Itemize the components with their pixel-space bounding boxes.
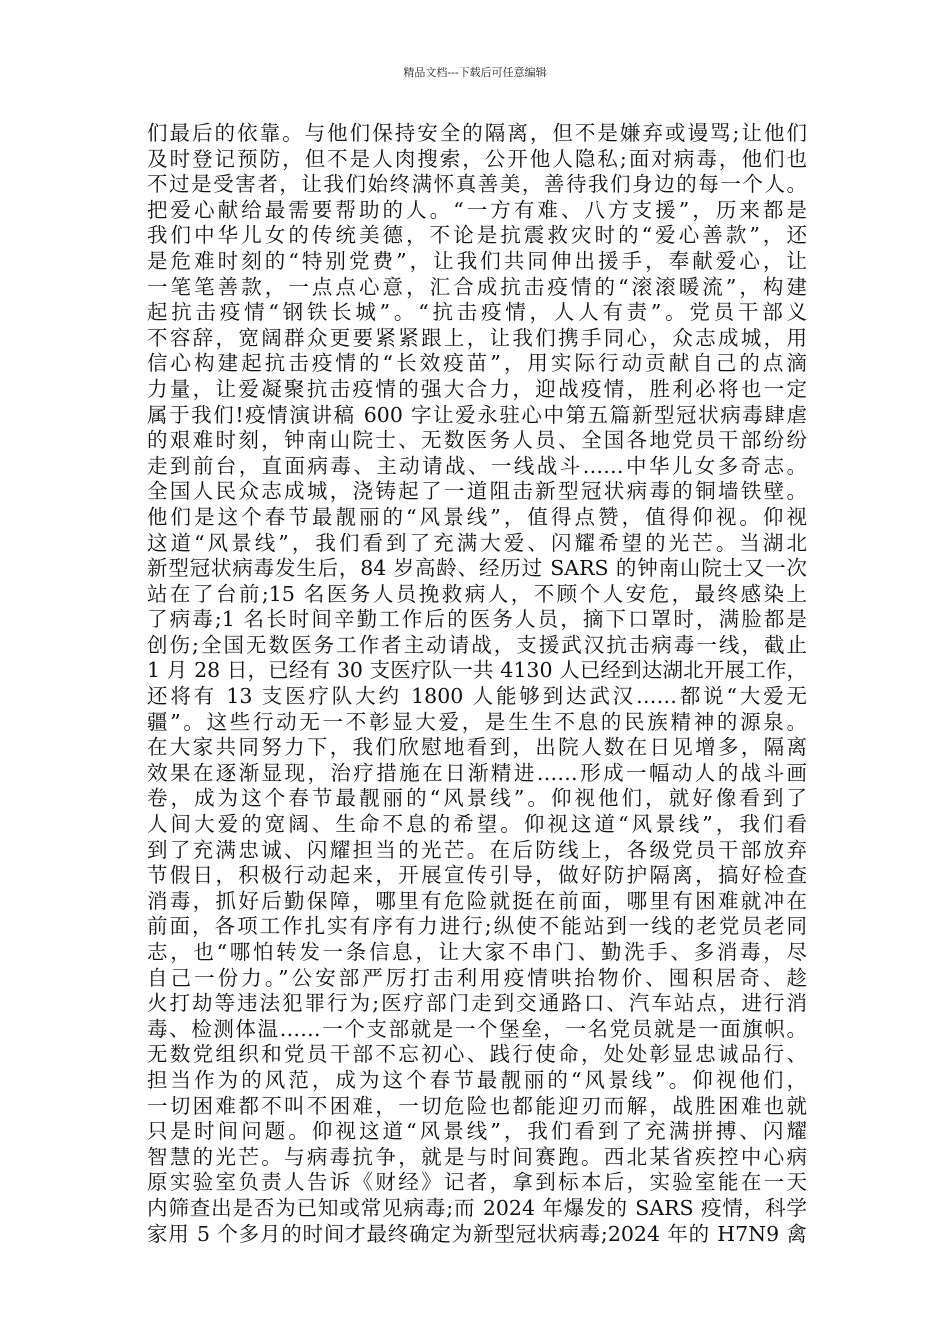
text-line: 们最后的依靠。与他们保持安全的隔离，但不是嫌弃或谩骂;让他们 xyxy=(147,121,807,145)
page-header: 精品文档---下载后可任意编辑 xyxy=(403,66,547,79)
text-line: 效果在逐渐显现，治疗措施在日渐精进……形成一幅动人的战斗画 xyxy=(147,760,807,785)
text-line: 担当作为的风范，成为这个春节最靓丽的“风景线”。仰视他们， xyxy=(147,1067,807,1092)
text-line: 智慧的光芒。与病毒抗争，就是与时间赛跑。西北某省疾控中心病 xyxy=(147,1144,807,1169)
text-line: 节假日，积极行动起来，开展宣传引导，做好防护隔离，搞好检查 xyxy=(147,863,807,888)
text-line: 卷，成为这个春节最靓丽的“风景线”。仰视他们，就好像看到了 xyxy=(147,786,807,811)
text-line: 一笔笔善款，一点点心意，汇合成抗击疫情的“滚滚暖流”，构建 xyxy=(147,274,807,299)
text-line: 无数党组织和党员干部不忘初心、践行使命，处处彰显忠诚品行、 xyxy=(147,1042,807,1067)
text-line: 他们是这个春节最靓丽的“风景线”，值得点赞，值得仰视。仰视 xyxy=(147,504,807,529)
text-line: 的艰难时刻，钟南山院士、无数医务人员、全国各地党员干部纷纷 xyxy=(147,428,807,453)
text-line: 到了充满忠诚、闪耀担当的光芒。在后防线上，各级党员干部放弃 xyxy=(147,837,807,862)
text-line: 走到前台，直面病毒、主动请战、一线战斗……中华儿女多奇志。 xyxy=(147,453,807,478)
text-line: 自己一份力。”公安部严厉打击利用疫情哄抬物价、囤积居奇、趁 xyxy=(147,965,807,990)
text-line: 消毒，抓好后勤保障，哪里有危险就挺在前面，哪里有困难就冲在 xyxy=(147,888,807,913)
text-line: 火打劫等违法犯罪行为;医疗部门走到交通路口、汽车站点，进行消 xyxy=(147,991,807,1016)
text-line: 属于我们!疫情演讲稿 600 字让爱永驻心中第五篇新型冠状病毒肆虐 xyxy=(147,402,807,427)
text-line: 站在了台前;15 名医务人员挽救病人，不顾个人安危，最终感染上 xyxy=(147,581,807,606)
text-line: 一切困难都不叫不困难，一切危险也都能迎刃而解，战胜困难也就 xyxy=(147,1093,807,1118)
text-line: 不过是受害者，让我们始终满怀真善美，善待我们身边的每一个人。 xyxy=(147,172,807,197)
text-line: 了病毒;1 名长时间辛勤工作后的医务人员，摘下口罩时，满脸都是 xyxy=(147,607,807,632)
text-line: 起抗击疫情“钢铁长城”。“抗击疫情，人人有责”。党员干部义 xyxy=(147,300,807,325)
text-line: 不容辞，宽阔群众更要紧紧跟上，让我们携手同心，众志成城，用 xyxy=(147,325,807,350)
text-line: 这道“风景线”，我们看到了充满大爱、闪耀希望的光芒。当湖北 xyxy=(147,530,807,555)
text-line: 把爱心献给最需要帮助的人。“一方有难、八方支援”，历来都是 xyxy=(147,197,807,222)
text-line: 毒、检测体温……一个支部就是一个堡垒，一名党员就是一面旗帜。 xyxy=(147,1016,807,1041)
text-line: 我们中华儿女的传统美德，不论是抗震救灾时的“爱心善款”，还 xyxy=(147,223,807,248)
text-line: 信心构建起抗击疫情的“长效疫苗”，用实际行动贡献自己的点滴 xyxy=(147,351,807,376)
text-line: 新型冠状病毒发生后，84 岁高龄、经历过 SARS 的钟南山院士又一次 xyxy=(147,556,807,581)
text-line: 在大家共同努力下，我们欣慰地看到，出院人数在日见增多，隔离 xyxy=(147,735,807,760)
text-line: 原实验室负责人告诉《财经》记者，拿到标本后，实验室能在一天 xyxy=(147,1170,807,1195)
document-body xyxy=(147,121,807,1247)
text-line: 内筛查出是否为已知或常见病毒;而 2024 年爆发的 SARS 疫情，科学 xyxy=(147,1195,807,1220)
text-line: 人间大爱的宽阔、生命不息的希望。仰视这道“风景线”，我们看 xyxy=(147,812,807,837)
text-line: 1 月 28 日，已经有 30 支医疗队一共 4130 人已经到达湖北开展工作， xyxy=(147,658,807,683)
text-line: 是危难时刻的“特别党费”，让我们共同伸出援手，奉献爱心，让 xyxy=(147,248,807,273)
text-line: 前面，各项工作扎实有序有力进行;纵使不能站到一线的老党员老同 xyxy=(147,914,807,939)
text-line: 只是时间问题。仰视这道“风景线”，我们看到了充满拼搏、闪耀 xyxy=(147,1119,807,1144)
text-line: 及时登记预防，但不是人肉搜索，公开他人隐私;面对病毒，他们也 xyxy=(147,146,807,171)
text-line: 全国人民众志成城，浇铸起了一道阻击新型冠状病毒的铜墙铁壁。 xyxy=(147,479,807,504)
text-line: 还将有 13 支医疗队大约 1800 人能够到达武汉……都说“大爱无 xyxy=(147,684,807,709)
text-line: 志，也“哪怕转发一条信息，让大家不串门、勤洗手、多消毒，尽 xyxy=(147,940,807,964)
text-line: 家用 5 个多月的时间才最终确定为新型冠状病毒;2024 年的 H7N9 禽 xyxy=(147,1221,807,1246)
text-line: 创伤;全国无数医务工作者主动请战，支援武汉抗击病毒一线，截止 xyxy=(147,632,807,657)
text-line: 疆”。这些行动无一不彰显大爱，是生生不息的民族精神的源泉。 xyxy=(147,709,807,734)
text-line: 力量，让爱凝聚抗击疫情的强大合力，迎战疫情，胜利必将也一定 xyxy=(147,376,807,401)
